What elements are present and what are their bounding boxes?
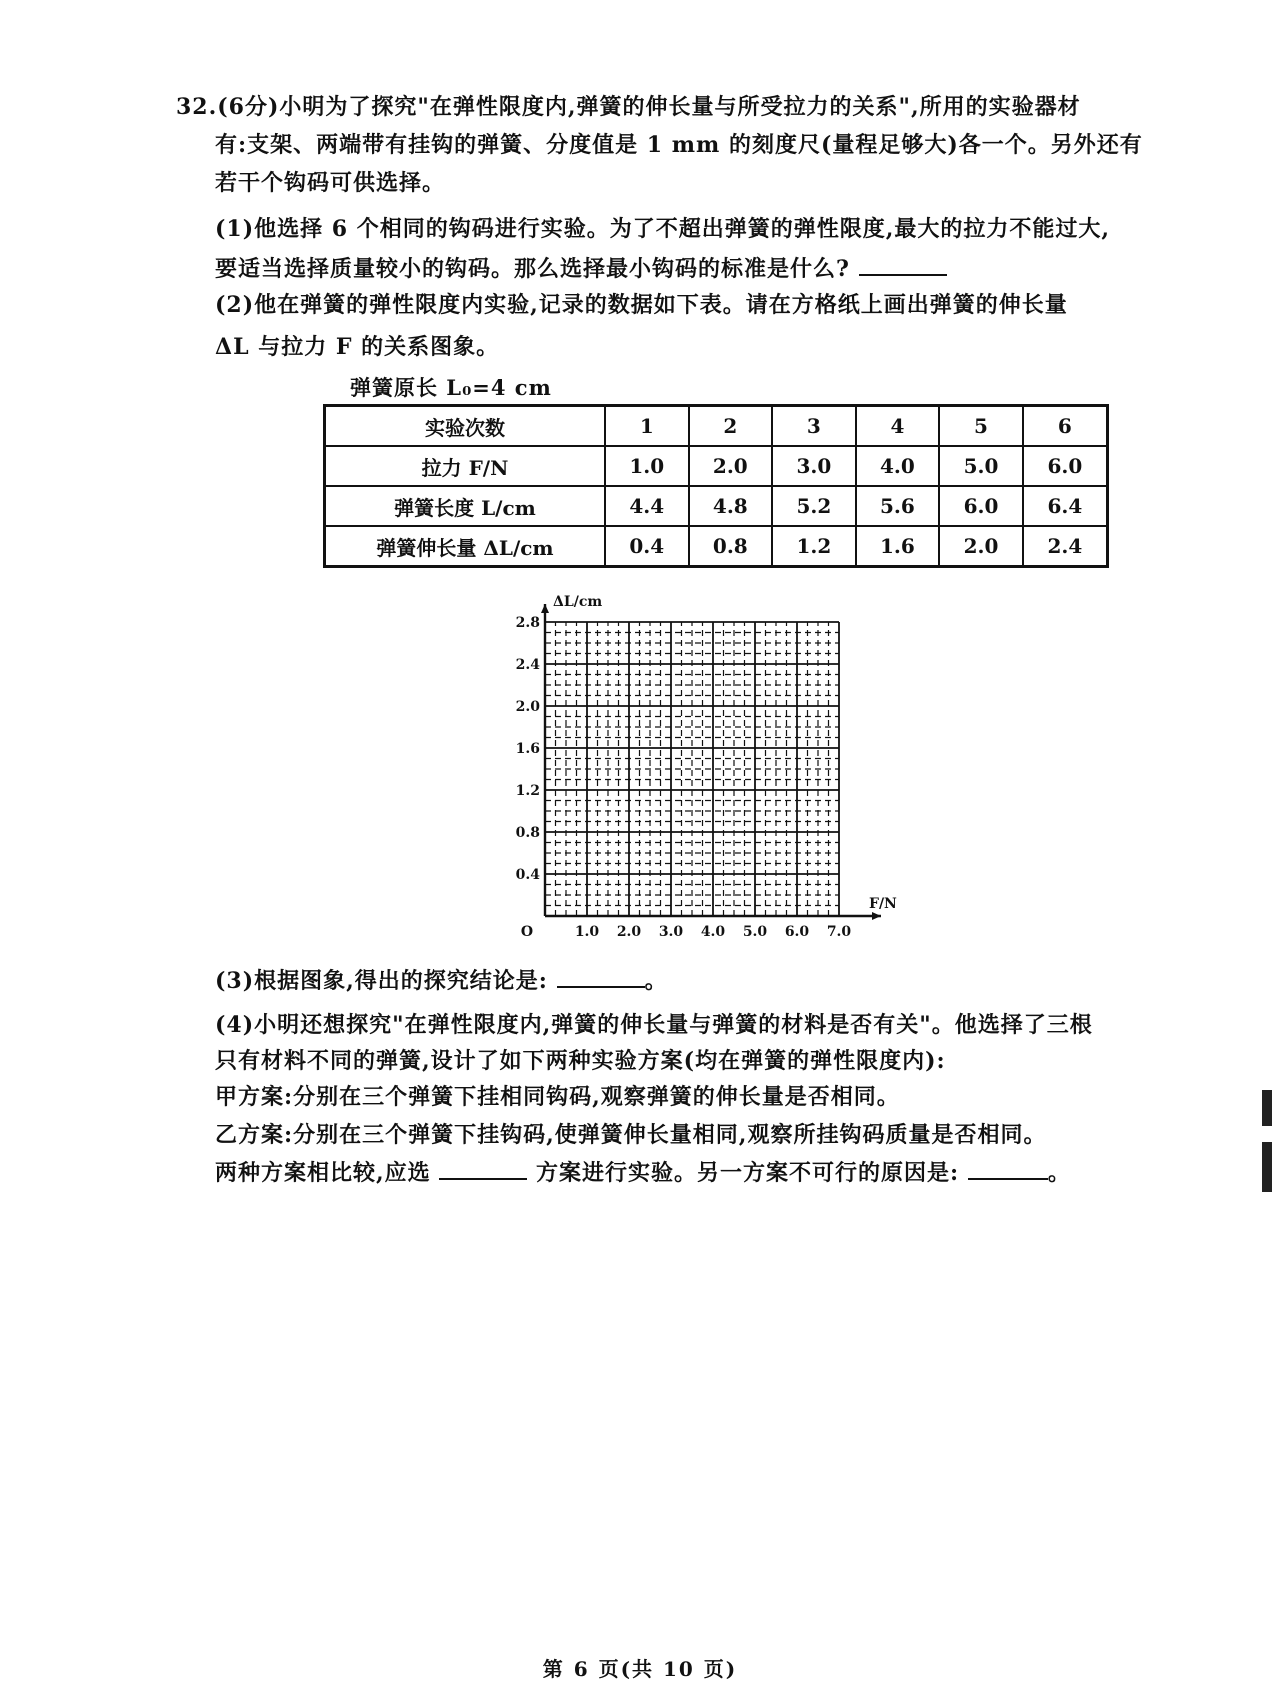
table-cell: 5.0	[939, 446, 1023, 486]
table-cell: 2.0	[689, 446, 773, 486]
table-cell: 弹簧长度 L/cm	[325, 486, 606, 526]
x-tick-label: 2.0	[616, 924, 642, 940]
table-header-cell: 3	[772, 406, 856, 447]
table-cell: 5.6	[856, 486, 940, 526]
table-cell: 3.0	[772, 446, 856, 486]
y-tick-label: 0.4	[515, 867, 540, 883]
x-tick-label: 1.0	[574, 924, 600, 940]
page-footer: 第 6 页(共 10 页)	[542, 1657, 738, 1681]
part3-text: (3)根据图象,得出的探究结论是:	[215, 968, 548, 994]
y-tick-label: 0.8	[515, 825, 540, 841]
origin-label: O	[520, 924, 534, 940]
table-cell: 6.4	[1023, 486, 1108, 526]
scan-edge-mark	[1262, 1090, 1272, 1126]
period-mark: 。	[644, 968, 668, 994]
table-caption: 弹簧原长 L₀=4 cm	[350, 375, 552, 400]
y-axis-arrow-icon	[541, 604, 549, 613]
x-axis-label: F/N	[869, 896, 897, 912]
period-mark: 。	[1047, 1160, 1071, 1186]
answer-blank-3[interactable]	[557, 968, 645, 988]
table-cell: 1.6	[856, 526, 940, 567]
table-cell: 6.0	[1023, 446, 1108, 486]
table-cell: 1.0	[605, 446, 689, 486]
part4-line-4: 乙方案:分别在三个弹簧下挂钩码,使弹簧伸长量相同,观察所挂钩码质量是否相同。	[215, 1122, 1047, 1148]
table-header-cell: 5	[939, 406, 1023, 447]
table-cell: 2.4	[1023, 526, 1108, 567]
graph-paper[interactable]	[500, 594, 897, 954]
scan-edge-mark	[1262, 1142, 1272, 1192]
x-tick-label: 6.0	[784, 924, 810, 940]
y-axis-label: ΔL/cm	[553, 594, 603, 610]
x-axis-arrow-icon	[872, 912, 881, 920]
table-cell: 2.0	[939, 526, 1023, 567]
y-tick-label: 2.4	[515, 657, 540, 673]
table-row	[325, 446, 1108, 486]
answer-blank-4a[interactable]	[439, 1160, 527, 1180]
table-cell: 5.2	[772, 486, 856, 526]
question-line-2: 有:支架、两端带有挂钩的弹簧、分度值是 1 mm 的刻度尺(量程足够大)各一个。另外还有	[215, 132, 1143, 158]
y-tick-label: 2.0	[515, 699, 540, 715]
part4-line-2: 只有材料不同的弹簧,设计了如下两种实验方案(均在弹簧的弹性限度内):	[215, 1048, 946, 1074]
y-tick-label: 2.8	[515, 615, 540, 631]
part1-line-1: (1)他选择 6 个相同的钩码进行实验。为了不超出弹簧的弹性限度,最大的拉力不能过大,	[215, 216, 1111, 242]
y-tick-label: 1.2	[515, 783, 540, 799]
table-cell: 0.4	[605, 526, 689, 567]
table-header-cell: 实验次数	[325, 406, 606, 447]
part4-line-3: 甲方案:分别在三个弹簧下挂相同钩码,观察弹簧的伸长量是否相同。	[215, 1084, 900, 1110]
part2-line-2: ΔL 与拉力 F 的关系图象。	[215, 334, 500, 360]
x-tick-label: 7.0	[826, 924, 852, 940]
part4-last-text-a: 两种方案相比较,应选	[215, 1160, 431, 1186]
y-tick-label: 1.6	[515, 741, 540, 757]
table-cell: 6.0	[939, 486, 1023, 526]
table-header-cell: 2	[689, 406, 773, 447]
table-header-cell: 1	[605, 406, 689, 447]
part4-last-text-b: 方案进行实验。另一方案不可行的原因是:	[536, 1160, 960, 1186]
table-row	[325, 526, 1108, 567]
x-tick-label: 5.0	[742, 924, 768, 940]
part4-line-5	[215, 1156, 1071, 1187]
part1-line-2-text: 要适当选择质量较小的钩码。那么选择最小钩码的标准是什么?	[215, 256, 850, 282]
table-header-cell: 6	[1023, 406, 1108, 447]
table-cell: 4.4	[605, 486, 689, 526]
x-tick-label: 3.0	[658, 924, 684, 940]
table-cell: 1.2	[772, 526, 856, 567]
table-header-cell: 4	[856, 406, 940, 447]
part3-line	[215, 964, 668, 995]
table-header-row	[325, 406, 1108, 447]
answer-blank-4b[interactable]	[968, 1160, 1048, 1180]
table-cell: 4.0	[856, 446, 940, 486]
table-cell: 弹簧伸长量 ΔL/cm	[325, 526, 606, 567]
part2-line-1: (2)他在弹簧的弹性限度内实验,记录的数据如下表。请在方格纸上画出弹簧的伸长量	[215, 292, 1068, 318]
part1-line-2	[215, 252, 947, 283]
question-line-3: 若干个钩码可供选择。	[215, 170, 446, 196]
data-table	[323, 404, 1109, 568]
table-cell: 4.8	[689, 486, 773, 526]
answer-blank-1[interactable]	[859, 256, 947, 276]
x-tick-label: 4.0	[700, 924, 726, 940]
table-cell: 拉力 F/N	[325, 446, 606, 486]
table-row	[325, 486, 1108, 526]
table-cell: 0.8	[689, 526, 773, 567]
question-line-1: 32.(6分)小明为了探究"在弹性限度内,弹簧的伸长量与所受拉力的关系",所用的实验器材	[176, 94, 1081, 120]
part4-line-1: (4)小明还想探究"在弹性限度内,弹簧的伸长量与弹簧的材料是否有关"。他选择了三根	[215, 1012, 1093, 1038]
